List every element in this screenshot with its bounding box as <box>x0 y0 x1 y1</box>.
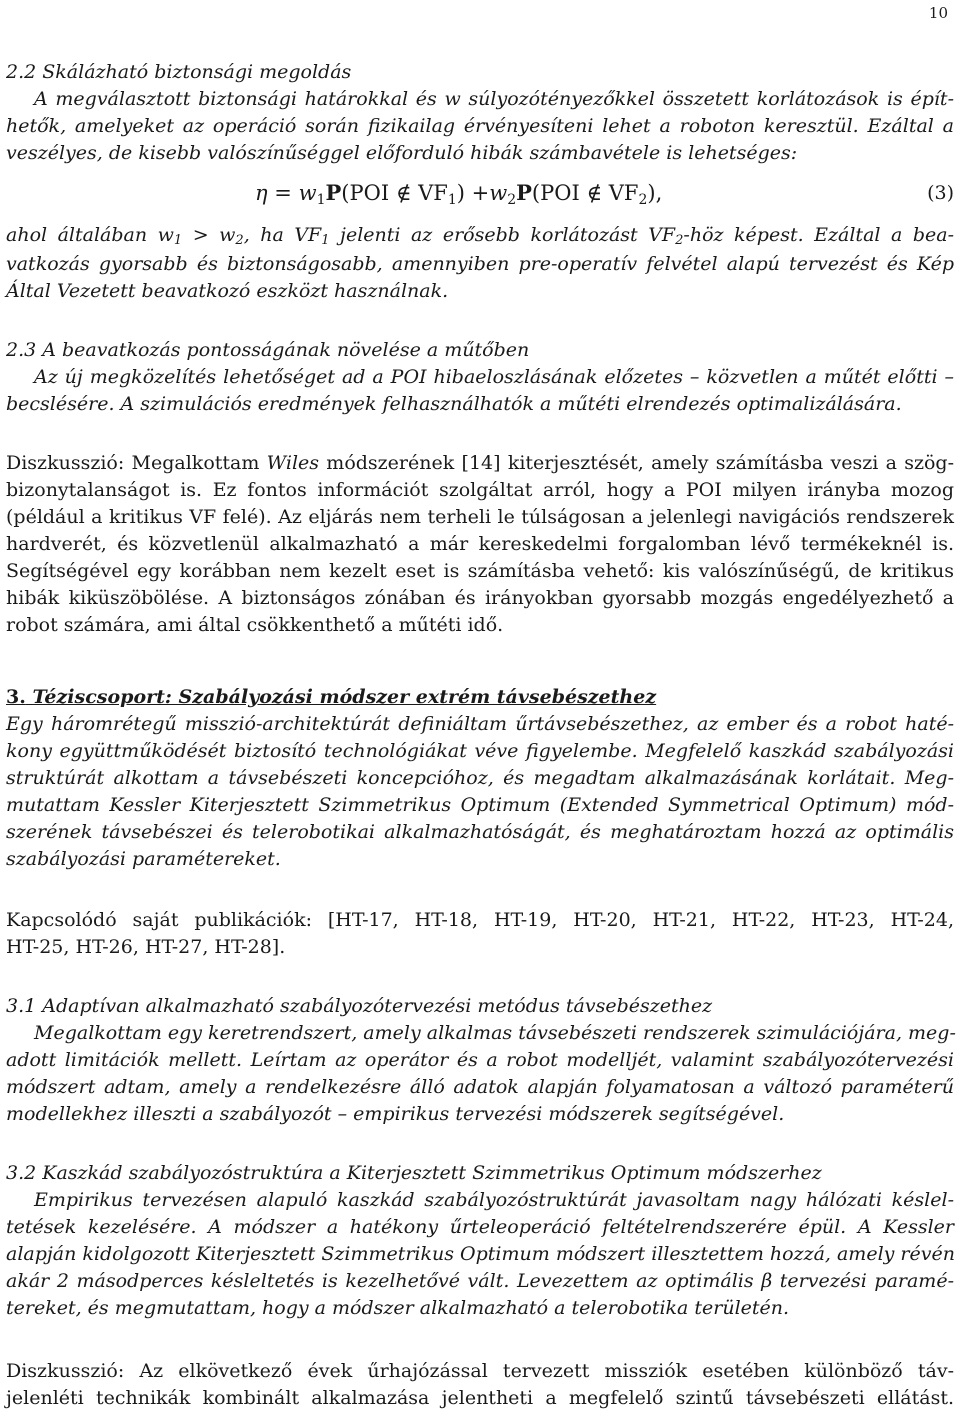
sec32-line-3: alapján kidolgozott Kiterjesztett Szimmetrikus Optimum módszert illesztettem hozzá, amely révén <box>6 1243 955 1265</box>
disc1-line-7: robot számára, ami által csökkenthető a műtéti idő. <box>6 614 504 636</box>
sec32-line-1: Empirikus tervezésen alapuló kaszkád szabályozóstruktúrát javasoltam nagy hálózati késlel- <box>34 1189 954 1211</box>
sec31-line-1: Megalkottam egy keretrendszert, amely alkalmas távsebészeti rendszerek szimulációjára, meg- <box>34 1022 956 1044</box>
sec22-line-1: A megválasztott biztonsági határokkal és w súlyozótényezőkkel összetett korlátozások is épít- <box>34 88 954 110</box>
disc1-line-1: Diszkusszió: Megalkottam Wiles módszerének [14] kiterjesztését, amely számításba veszi a szög- <box>6 452 954 474</box>
section-2-3-title: 2.3 A beavatkozás pontosságának növelése a műtőben <box>6 339 530 361</box>
page-number: 10 <box>928 4 948 22</box>
sec23-line-2: becslésére. A szimulációs eredmények felhasználhatók a műtéti elrendezés optimalizálására. <box>6 393 902 415</box>
disc1-line-4: hardverét, és közvetlenül alkalmazható a már kereskedelmi forgalomban lévő termékeknél is. <box>6 533 954 555</box>
disc1-line-6: hibák kiküszöbölése. A biztonságos zónában és irányokban gyorsabb mozgás engedélyezhető a <box>6 587 954 609</box>
thesis3-line-2: kony együttműködését biztosító technológiákat véve figyelembe. Megfelelő kaszkád szabályozási <box>6 740 954 762</box>
thesis3-line-5: szerének távsebészei és telerobotikai alkalmazhatóságát, és meghatároztam hozzá az optimális <box>6 821 954 843</box>
section-3-1-title: 3.1 Adaptívan alkalmazható szabályozótervezési metódus távsebészethez <box>6 995 713 1017</box>
sec31-line-3: módszert adtam, amely a rendelkezésre álló adatok alapján folyamatosan a változó paraméterű <box>6 1076 954 1098</box>
disc2-line-2: jelenléti technikák kombinált alkalmazása jelentheti a megfelelő szintű távsebészeti ellátást. <box>6 1387 954 1409</box>
sec22-line-3: veszélyes, de kisebb valószínűséggel előforduló hibák számbavétele is lehetséges: <box>6 142 798 164</box>
equation-number: (3) <box>927 182 954 204</box>
equation-3: $\eta = w_1P(POI$ ∉ $VF_1) +w_2P(POI$ ∉ $VF_2$), <box>255 180 663 208</box>
sec32-line-4: akár 2 másodperces késleltetés is kezelhetővé vált. Levezettem az optimális β tervezési paramé- <box>6 1270 954 1292</box>
after-eq-line-2: vatkozás gyorsabb és biztonságosabb, amennyiben pre-operatív felvétel alapú tervezést és Kép <box>6 253 954 275</box>
sec32-line-2: tetések kezelésére. A módszer a hatékony űrteleoperáció feltételrendszerére épül. A Kessler <box>6 1216 954 1238</box>
disc1-line-3: (például a kritikus VF felé). Az eljárás nem terheli le túlságosan a jelenlegi navigációs rendszerek <box>6 506 954 528</box>
thesis3-line-1: Egy háromrétegű misszió-architektúrát definiáltam űrtávsebészethez, az ember és a robot haté- <box>6 713 954 735</box>
sec31-line-4: modellekhez illeszti a szabályozót – empirikus tervezési módszerek segítségével. <box>6 1103 785 1125</box>
thesis3-line-3: struktúrát alkottam a távsebészeti koncepcióhoz, és megadtam alkalmazásának korlátait. Meg- <box>6 767 954 789</box>
section-3-2-title: 3.2 Kaszkád szabályozóstruktúra a Kiterjesztett Szimmetrikus Optimum módszerhez <box>6 1162 822 1184</box>
disc1-line-5: Segítségével egy korábban nem kezelt eset is számításba vehető: kis valószínűségű, de kritikus <box>6 560 954 582</box>
thesis3-line-6: szabályozási paramétereket. <box>6 848 281 870</box>
publications-line-2: HT-25, HT-26, HT-27, HT-28]. <box>6 936 286 958</box>
disc1-line-2: bizonytalanságot is. Ez fontos információt szolgáltat arról, hogy a POI milyen irányba mozog <box>6 479 954 501</box>
disc2-line-1: Diszkusszió: Az elkövetkező évek űrhajózással tervezett missziók esetében különböző táv- <box>6 1360 954 1382</box>
sec22-line-2: hetők, amelyeket az operáció során fizikailag érvényesíteni lehet a roboton keresztül. Ezáltal a <box>6 115 954 137</box>
publications-line-1: Kapcsolódó saját publikációk: [HT-17, HT-18, HT-19, HT-20, HT-21, HT-22, HT-23, HT-24, <box>6 909 954 931</box>
sec23-line-1: Az új megközelítés lehetőséget ad a POI hibaeloszlásának előzetes – közvetlen a műtét előtti – <box>34 366 954 388</box>
after-eq-line-1: ahol általában $w_1 > w_2$, ha $VF_1$ jelenti az erősebb korlátozást $VF_2$-höz képest. Ezáltal a bea- <box>6 224 954 248</box>
sec31-line-2: adott limitációk mellett. Leírtam az operátor és a robot modelljét, valamint szabályozótervezési <box>6 1049 954 1071</box>
thesis-3-heading: 3. Téziscsoport: Szabályozási módszer extrém távsebészethez <box>6 686 657 708</box>
sec32-line-5: tereket, és megmutattam, hogy a módszer alkalmazható a telerobotika területén. <box>6 1297 790 1319</box>
section-2-2-title: 2.2 Skálázható biztonsági megoldás <box>6 61 352 83</box>
after-eq-line-3: Által Vezetett beavatkozó eszközt használnak. <box>6 280 449 302</box>
thesis3-line-4: mutattam Kessler Kiterjesztett Szimmetrikus Optimum (Extended Symmetrical Optimum) mód- <box>6 794 954 816</box>
